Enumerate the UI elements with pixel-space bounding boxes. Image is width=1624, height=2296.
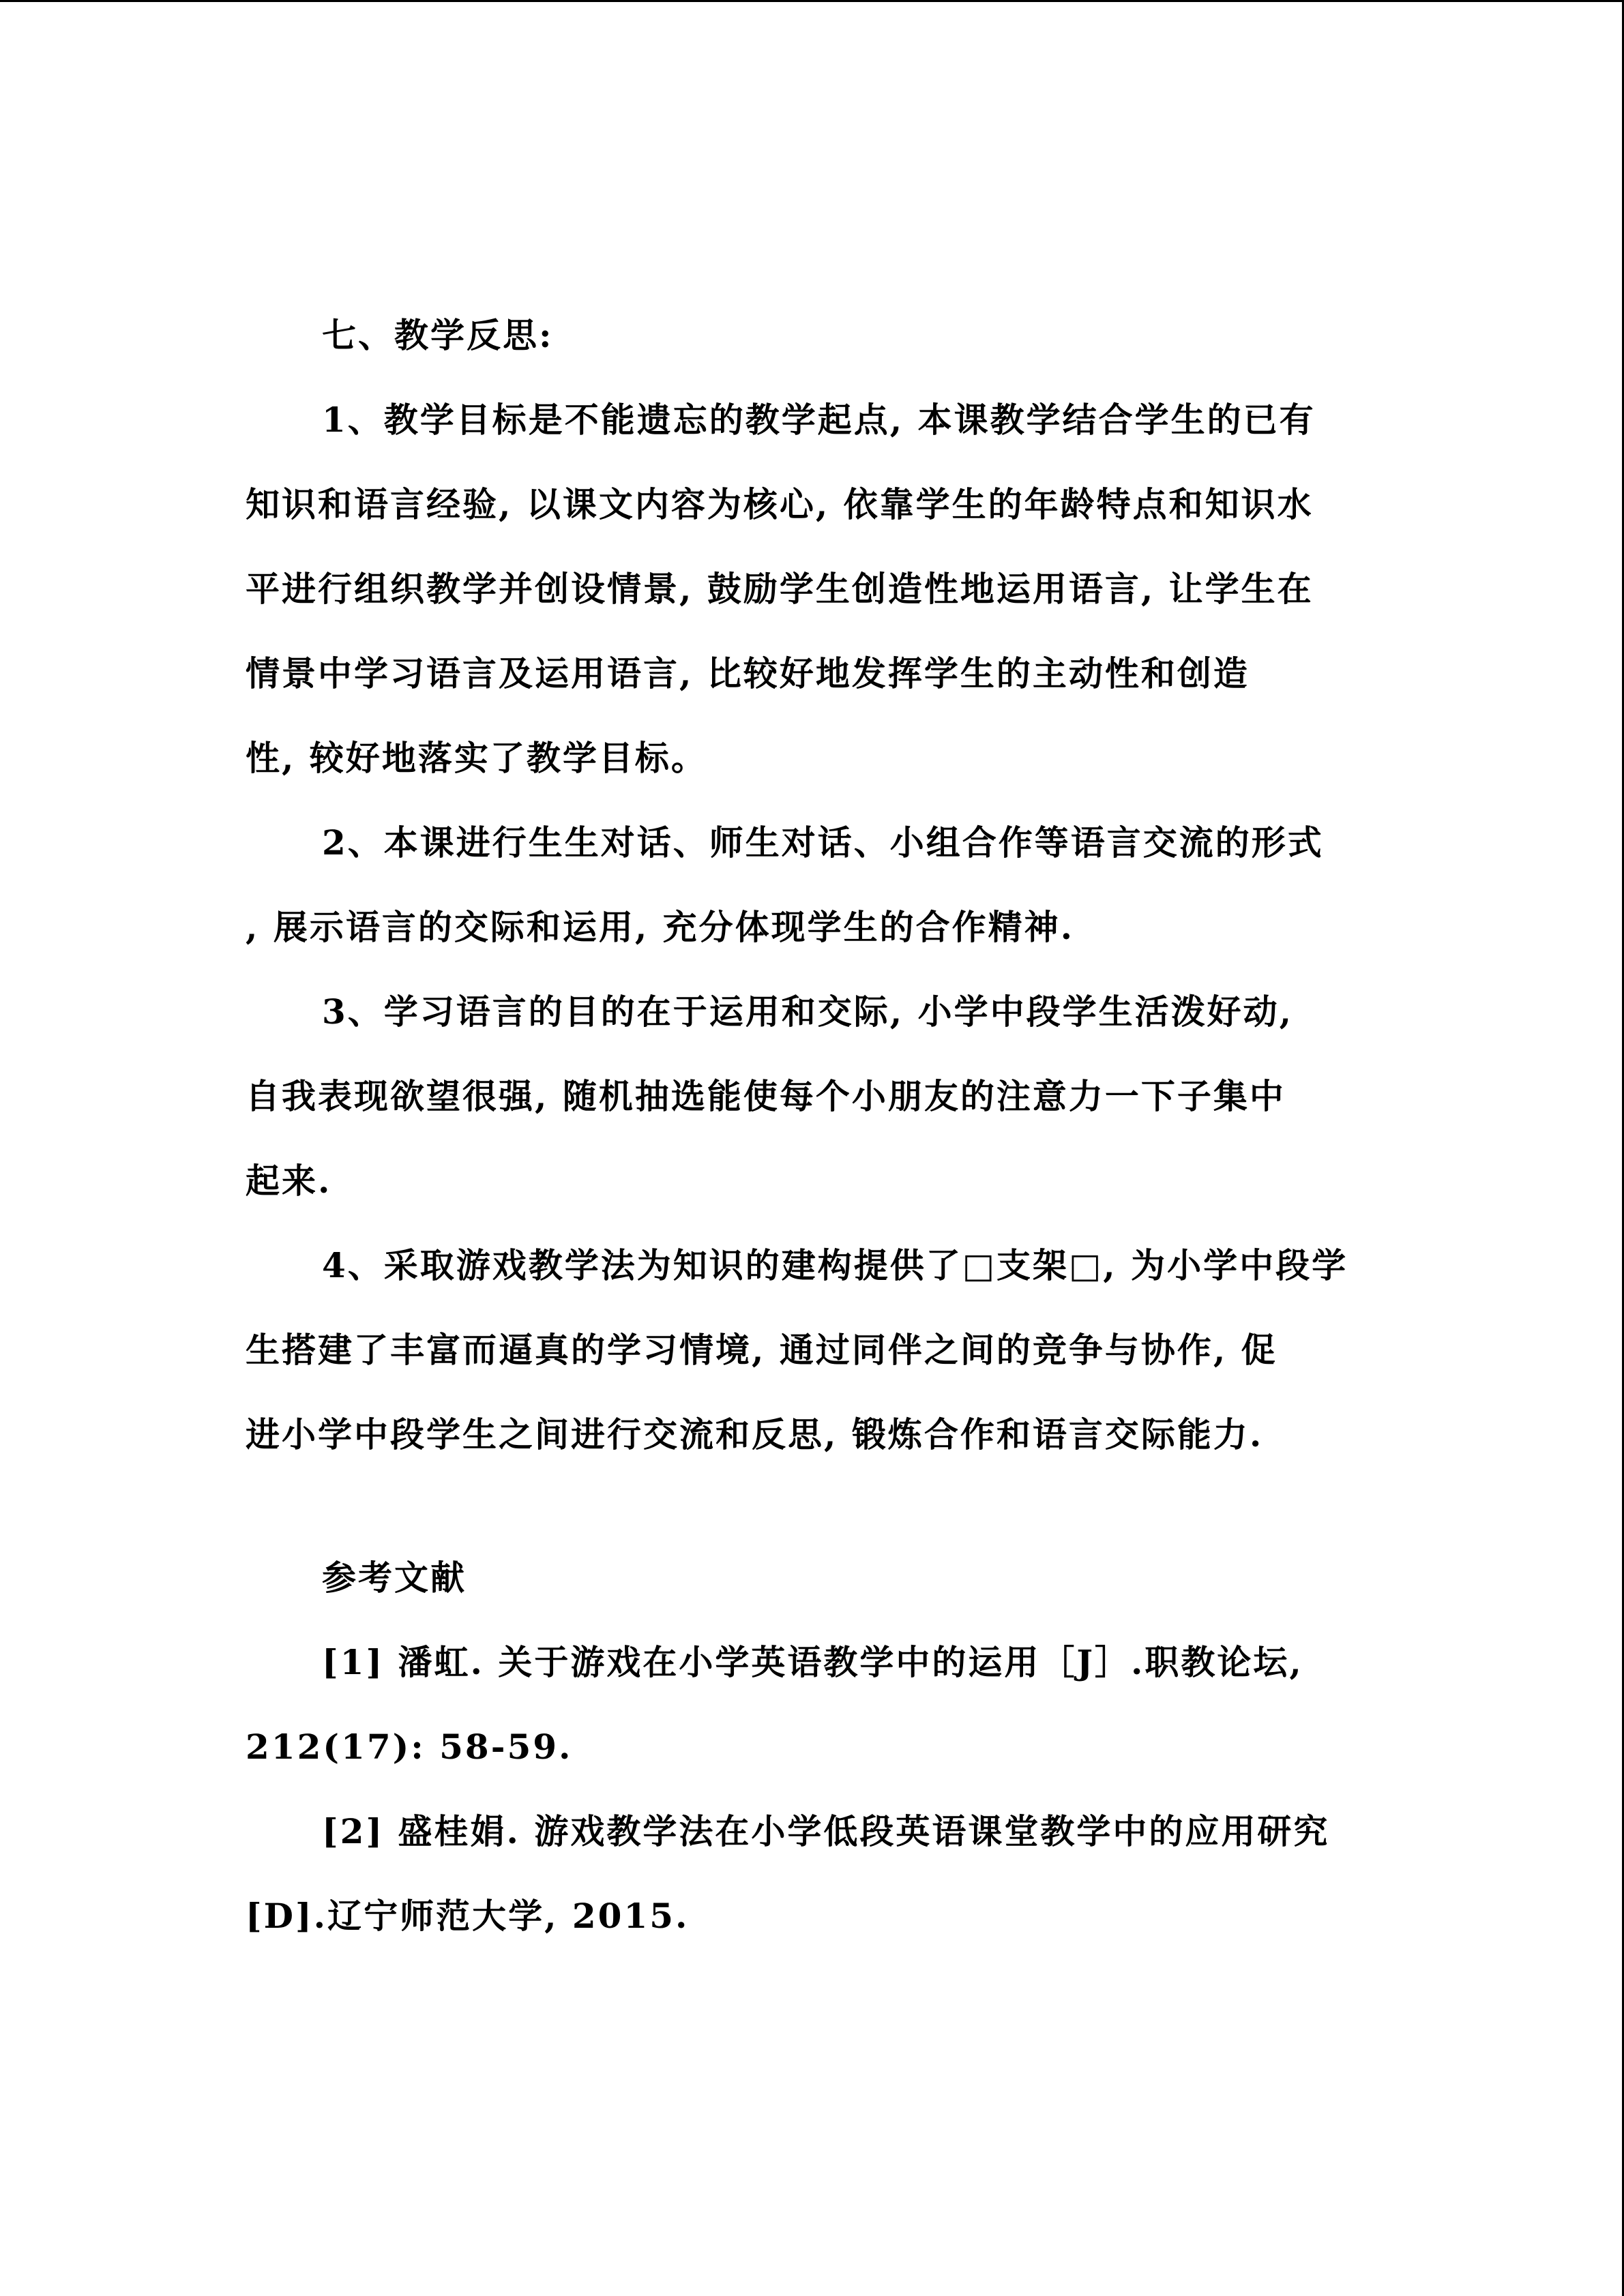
reference-line: [1] 潘虹. 关于游戏在小学英语教学中的运用［J］.职教论坛,	[322, 1642, 1303, 1682]
section-spacer	[246, 1477, 1378, 1536]
paragraph-line: 情景中学习语言及运用语言, 比较好地发挥学生的主动性和创造	[246, 653, 1250, 694]
reference-2	[246, 1789, 1378, 1958]
page-top-border	[0, 0, 1624, 2]
paragraph-line: 生搭建了丰富而逼真的学习情境, 通过同伴之间的竞争与协作, 促	[246, 1330, 1278, 1370]
paragraph-line: 3、学习语言的目的在于运用和交际, 小学中段学生活泼好动,	[322, 992, 1294, 1032]
paragraph-line: 进小学中段学生之间进行交流和反思, 锻炼合作和语言交际能力.	[246, 1414, 1264, 1455]
reference-line: [2] 盛桂娟. 游戏教学法在小学低段英语课堂教学中的应用研究	[322, 1811, 1330, 1851]
reference-line: 212(17): 58-59.	[246, 1727, 573, 1767]
paragraph-line: , 展示语言的交际和运用, 充分体现学生的合作精神.	[246, 907, 1075, 947]
paragraph-line: 平进行组织教学并创设情景, 鼓励学生创造性地运用语言, 让学生在	[246, 569, 1314, 609]
paragraph-line: 性, 较好地落实了教学目标。	[246, 738, 707, 778]
references-heading: 参考文献	[322, 1557, 467, 1598]
paragraph-2	[246, 801, 1378, 970]
paragraph-line: 知识和语言经验, 以课文内容为核心, 依靠学生的年龄特点和知识水	[246, 484, 1314, 524]
paragraph-1	[246, 378, 1378, 801]
reference-1	[246, 1620, 1378, 1789]
document-body	[246, 293, 1378, 1958]
paragraph-line: 4、采取游戏教学法为知识的建构提供了□支架□, 为小学中段学	[322, 1245, 1348, 1285]
paragraph-line: 起来.	[246, 1161, 332, 1201]
section-heading: 七、教学反思:	[322, 315, 554, 355]
paragraph-line: 1、教学目标是不能遗忘的教学起点, 本课教学结合学生的已有	[322, 400, 1316, 440]
paragraph-3	[246, 970, 1378, 1223]
paragraph-4	[246, 1223, 1378, 1477]
reference-line: [D].辽宁师范大学, 2015.	[246, 1896, 690, 1936]
paragraph-line: 2、本课进行生生对话、师生对话、小组合作等语言交流的形式	[322, 822, 1324, 863]
paragraph-line: 自我表现欲望很强, 随机抽选能使每个小朋友的注意力一下子集中	[246, 1076, 1286, 1116]
